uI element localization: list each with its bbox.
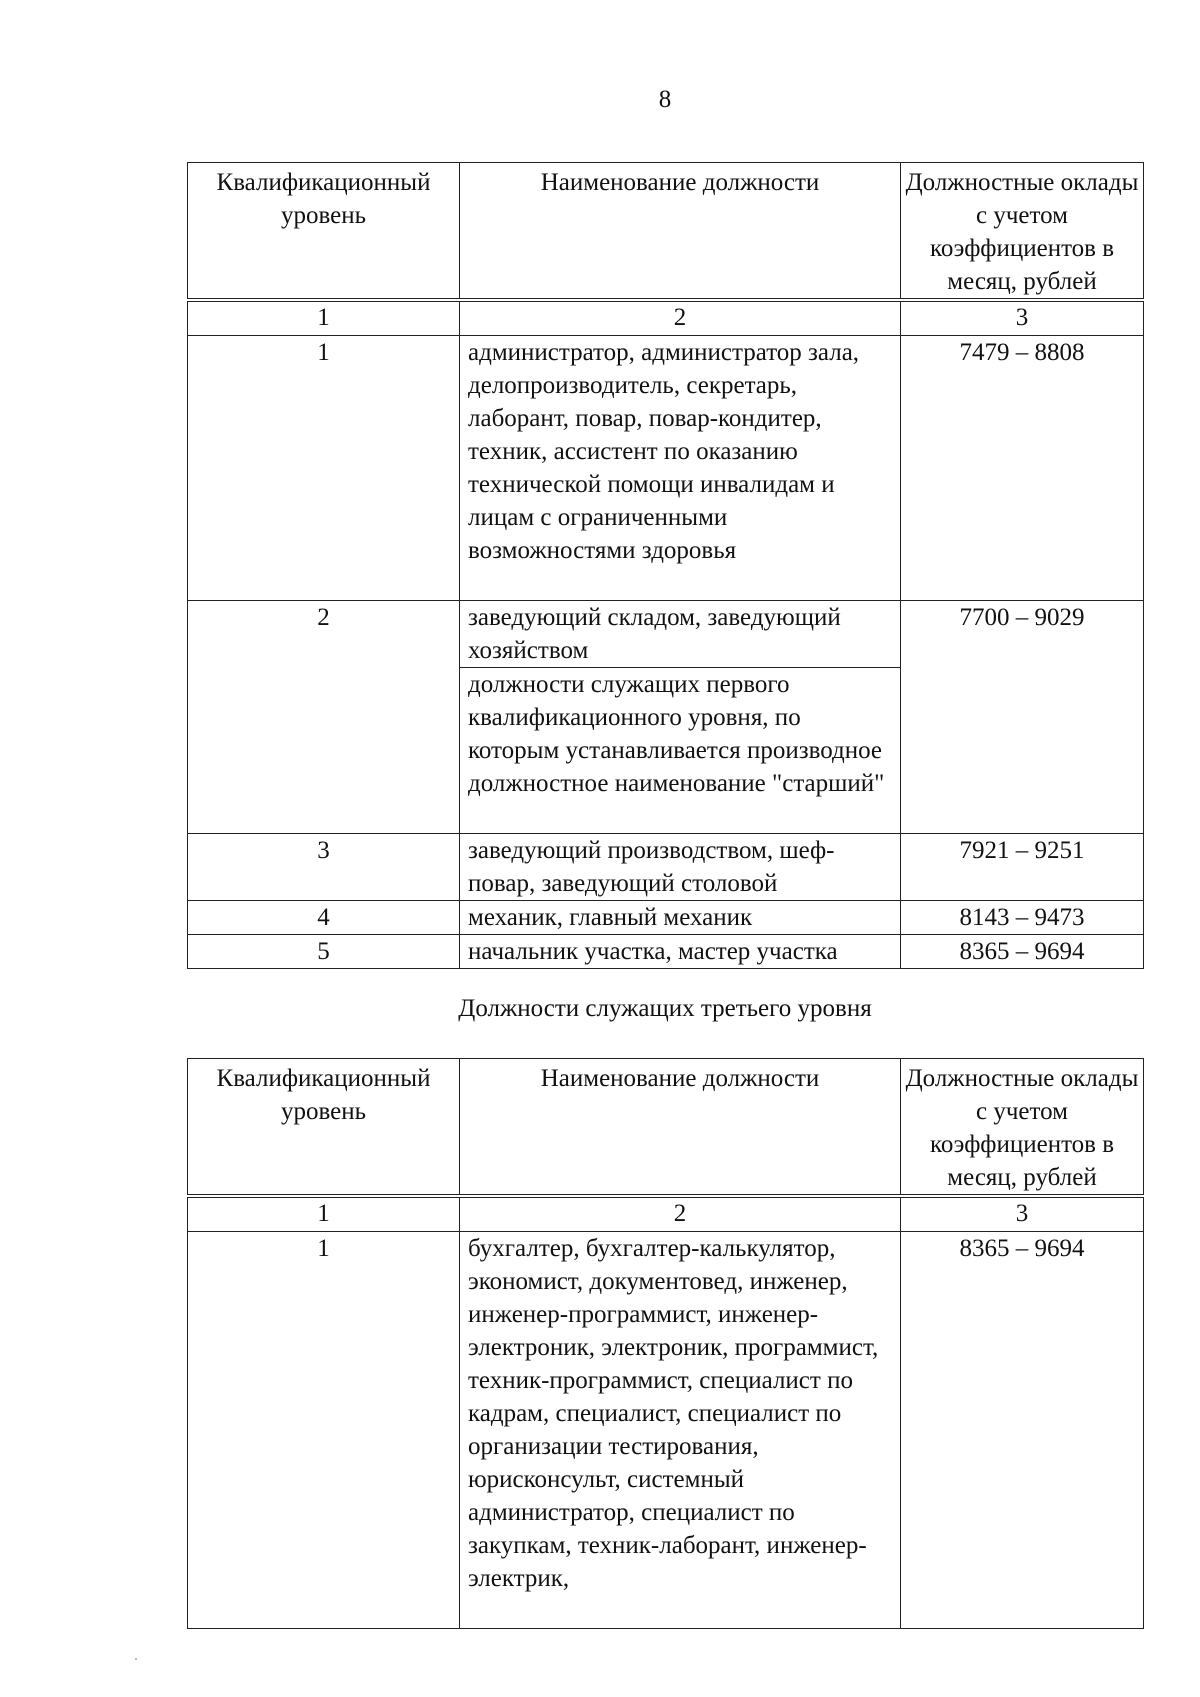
column-number-row xyxy=(188,1196,1144,1232)
table-row xyxy=(188,935,1144,969)
position-name: механик, главный механик xyxy=(460,901,901,935)
column-number-3: 3 xyxy=(901,300,1144,336)
header-qualification-level: Квалификационный уровень xyxy=(188,1059,460,1197)
table-row xyxy=(188,901,1144,935)
header-position-name: Наименование должности xyxy=(460,1059,901,1197)
position-name: администратор, администратор зала, делопроизводитель, секретарь, лаборант, повар, повар-кондитер, техник, ассистент по оказанию технической помощи инвалидам и лицам с ограниченными возможностями здоровья xyxy=(460,336,901,601)
position-name: бухгалтер, бухгалтер-калькулятор, экономист, документовед, инженер, инженер-программист, инженер-электроник, электроник, программист, техник-программист, специалист по кадрам, специалист, специалист по организации тестирования, юрисконсульт, системный администратор, специалист по закупкам, техник-лаборант, инженер-электрик, xyxy=(460,1232,901,1629)
table-header-row xyxy=(188,163,1144,301)
qualification-level: 5 xyxy=(188,935,460,969)
salary-range: 8365 – 9694 xyxy=(901,935,1144,969)
salary-table-second-level xyxy=(187,162,1144,969)
qualification-level: 1 xyxy=(188,1232,460,1629)
qualification-level: 4 xyxy=(188,901,460,935)
column-number-1: 1 xyxy=(188,1196,460,1232)
section-title: Должности служащих третьего уровня xyxy=(458,995,872,1022)
column-number-1: 1 xyxy=(188,300,460,336)
header-salary: Должностные оклады с учетом коэффициентов в месяц, рублей xyxy=(901,1059,1144,1197)
column-number-2: 2 xyxy=(460,300,901,336)
column-number-row xyxy=(188,300,1144,336)
qualification-level: 1 xyxy=(188,336,460,601)
salary-range: 7479 – 8808 xyxy=(901,336,1144,601)
salary-range: 8365 – 9694 xyxy=(901,1232,1144,1629)
position-name: заведующий складом, заведующий хозяйством xyxy=(460,601,901,668)
qualification-level: 2 xyxy=(188,601,460,834)
salary-range: 7921 – 9251 xyxy=(901,834,1144,901)
page-number: 8 xyxy=(658,86,672,113)
column-number-3: 3 xyxy=(901,1196,1144,1232)
position-name: должности служащих первого квалификационного уровня, по которым устанавливается производное должностное наименование "старший" xyxy=(460,668,901,834)
table-header-row xyxy=(188,1059,1144,1197)
table-row xyxy=(188,601,1144,668)
salary-table-third-level xyxy=(187,1058,1144,1629)
header-position-name: Наименование должности xyxy=(460,163,901,301)
position-name: заведующий производством, шеф-повар, заведующий столовой xyxy=(460,834,901,901)
scan-artifact xyxy=(135,1658,137,1660)
table-row xyxy=(188,336,1144,601)
column-number-2: 2 xyxy=(460,1196,901,1232)
table-row xyxy=(188,1232,1144,1629)
header-qualification-level: Квалификационный уровень xyxy=(188,163,460,301)
position-name: начальник участка, мастер участка xyxy=(460,935,901,969)
table-row xyxy=(188,834,1144,901)
qualification-level: 3 xyxy=(188,834,460,901)
header-salary: Должностные оклады с учетом коэффициентов в месяц, рублей xyxy=(901,163,1144,301)
salary-range: 7700 – 9029 xyxy=(901,601,1144,834)
salary-range: 8143 – 9473 xyxy=(901,901,1144,935)
